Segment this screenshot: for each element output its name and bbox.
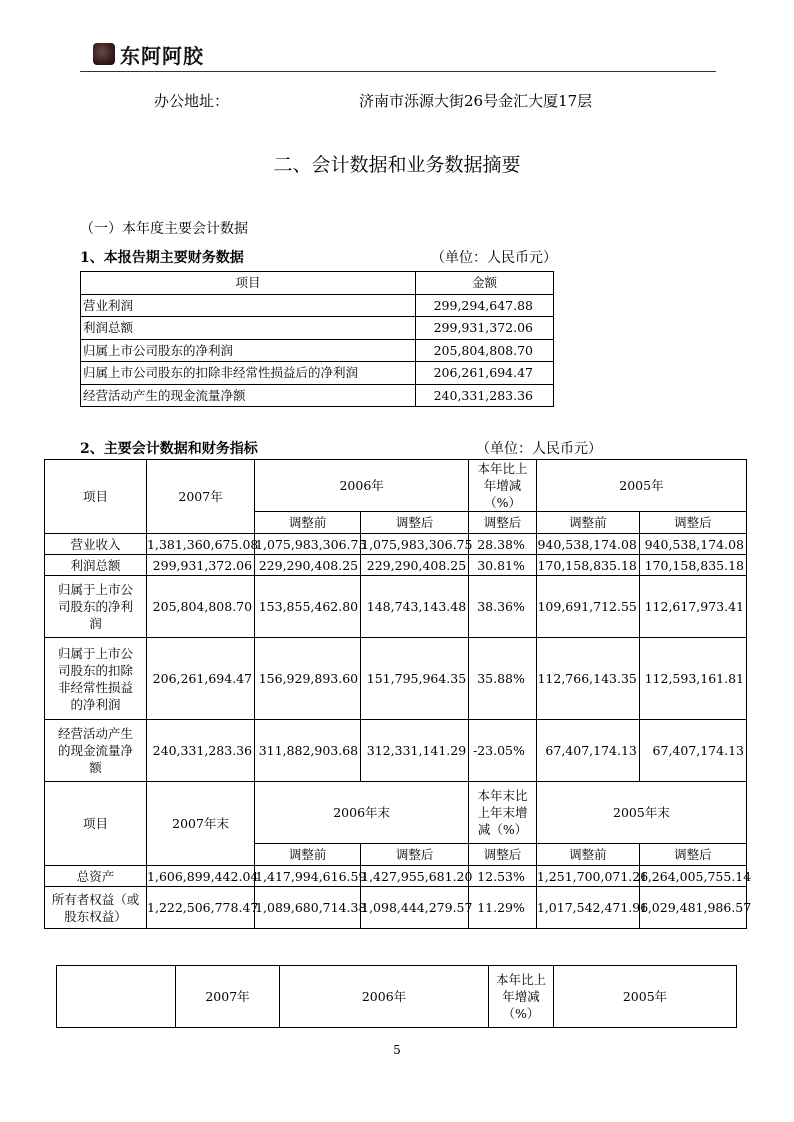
row-item: 归属上市公司股东的扣除非经常性损益后的净利润	[81, 362, 416, 385]
row-item: 利润总额	[45, 555, 147, 576]
header-change	[489, 966, 554, 1028]
header-item	[57, 966, 176, 1028]
cell-2006-before: 1,089,680,714.38	[255, 887, 361, 929]
row-item-line: 股东权益）	[64, 908, 127, 924]
company-logo-text: 东阿阿胶	[120, 44, 204, 68]
header-2007: 2007年	[147, 460, 255, 534]
table2-unit: （单位：人民币元）	[476, 441, 602, 457]
table-row	[45, 638, 747, 720]
row-amount: 206,261,694.47	[416, 362, 554, 385]
subheader-after: 调整后	[469, 844, 537, 866]
cell-change: -23.05%	[469, 720, 537, 782]
row-item	[45, 576, 147, 638]
row-item	[45, 720, 147, 782]
header-change-line: 年增减	[483, 478, 522, 493]
row-amount: 299,294,647.88	[416, 294, 554, 317]
row-item	[45, 887, 147, 929]
cell-2006-after: 229,290,408.25	[361, 555, 469, 576]
financial-summary-table	[80, 271, 554, 407]
row-item-line: 的现金流量净	[58, 743, 134, 758]
header-2006: 2006年	[280, 966, 489, 1028]
per-share-table	[56, 965, 737, 1028]
page-number: 5	[393, 1043, 401, 1057]
header-change	[469, 460, 537, 512]
cell-2005-before: 109,691,712.55	[536, 576, 639, 638]
header-change-line: 本年末比	[477, 788, 528, 803]
header-item: 项目	[45, 782, 147, 866]
header-2005: 2005年	[554, 966, 737, 1028]
cell-2006-before: 1,075,983,306.75	[255, 534, 361, 555]
cell-2006-after: 312,331,141.29	[361, 720, 469, 782]
cell-change: 12.53%	[469, 866, 537, 887]
cell-change: 11.29%	[469, 887, 537, 929]
row-item-line: 经营活动产生	[58, 726, 134, 741]
cell-2006-before: 1,417,994,616.59	[255, 866, 361, 887]
subheader-after: 调整后	[469, 512, 537, 534]
cell-2005-before: 1,017,542,471.96	[536, 887, 639, 929]
header-2006-end: 2006年末	[255, 782, 469, 844]
header-2007: 2007年	[176, 966, 280, 1028]
cell-2005-before: 1,251,700,071.26	[536, 866, 639, 887]
table2-heading: 2、主要会计数据和财务指标	[80, 441, 258, 457]
header-change	[469, 782, 537, 844]
column-header-amount: 金额	[416, 272, 554, 295]
header-change-line: （%）	[502, 1006, 540, 1021]
cell-2005-after: 1,029,481,986.57	[639, 887, 746, 929]
subheader-before: 调整前	[255, 512, 361, 534]
table-header-row	[45, 782, 747, 844]
subsection-title: （一）本年度主要会计数据	[80, 221, 248, 237]
cell-2005-after: 112,593,161.81	[639, 638, 746, 720]
cell-2006-after: 1,427,955,681.20	[361, 866, 469, 887]
cell-2007: 1,606,899,442.04	[147, 866, 255, 887]
cell-change: 35.88%	[469, 638, 537, 720]
subheader-after: 调整后	[639, 512, 746, 534]
row-item-line: 归属于上市公	[58, 582, 134, 597]
cell-2006-after: 148,743,143.48	[361, 576, 469, 638]
key-indicators-table	[44, 459, 752, 929]
row-item: 经营活动产生的现金流量净额	[81, 384, 416, 407]
table-row	[81, 339, 554, 362]
row-amount: 299,931,372.06	[416, 317, 554, 340]
section-title: 二、会计数据和业务数据摘要	[273, 154, 521, 176]
subheader-after: 调整后	[639, 844, 746, 866]
company-logo-icon	[93, 43, 115, 65]
table-header-row	[45, 460, 747, 512]
row-item: 归属上市公司股东的净利润	[81, 339, 416, 362]
subheader-before: 调整前	[536, 844, 639, 866]
cell-2006-before: 311,882,903.68	[255, 720, 361, 782]
table-header-row	[57, 966, 737, 1028]
cell-2006-before: 156,929,893.60	[255, 638, 361, 720]
column-header-item: 项目	[81, 272, 416, 295]
cell-2007: 1,222,506,778.47	[147, 887, 255, 929]
table-row	[81, 294, 554, 317]
header-2007-end: 2007年末	[147, 782, 255, 866]
header-divider	[80, 71, 716, 72]
row-item-line: 归属于上市公	[58, 645, 134, 661]
cell-2005-before: 67,407,174.13	[536, 720, 639, 782]
row-item: 营业收入	[45, 534, 147, 555]
cell-2006-before: 229,290,408.25	[255, 555, 361, 576]
table-row	[45, 576, 747, 638]
cell-2007: 1,381,360,675.08	[147, 534, 255, 555]
cell-2006-after: 1,075,983,306.75	[361, 534, 469, 555]
header-2005: 2005年	[536, 460, 746, 512]
cell-2005-before: 940,538,174.08	[536, 534, 639, 555]
cell-2005-after: 170,158,835.18	[639, 555, 746, 576]
cell-2007: 206,261,694.47	[147, 638, 255, 720]
header-change-line: 本年比上	[477, 461, 528, 476]
address-value: 济南市泺源大街26号金汇大厦17层	[359, 92, 593, 110]
address-label: 办公地址：	[154, 92, 230, 110]
table1-unit: （单位：人民币元）	[431, 250, 557, 266]
cell-2005-after: 67,407,174.13	[639, 720, 746, 782]
row-item: 利润总额	[81, 317, 416, 340]
header-change-line: 上年末增	[477, 805, 528, 820]
cell-2005-before: 112,766,143.35	[536, 638, 639, 720]
table-row	[81, 317, 554, 340]
header-change-line: 减（%）	[477, 822, 528, 837]
table-row	[45, 534, 747, 555]
row-item: 总资产	[45, 866, 147, 887]
cell-2006-before: 153,855,462.80	[255, 576, 361, 638]
cell-change: 38.36%	[469, 576, 537, 638]
row-item-line: 司股东的扣除	[58, 662, 134, 678]
table-row	[81, 384, 554, 407]
cell-2005-before: 170,158,835.18	[536, 555, 639, 576]
row-amount: 205,804,808.70	[416, 339, 554, 362]
header-change-line: 本年比上	[495, 972, 546, 987]
table1-heading: 1、本报告期主要财务数据	[80, 250, 244, 266]
table-row	[81, 362, 554, 385]
row-item-line: 润	[89, 616, 102, 631]
cell-2005-after: 112,617,973.41	[639, 576, 746, 638]
table-row	[45, 720, 747, 782]
row-item-line: 的净利润	[70, 696, 121, 712]
header-change-line: 年增减	[502, 989, 540, 1004]
cell-2005-after: 1,264,005,755.14	[639, 866, 746, 887]
header-2005-end: 2005年末	[536, 782, 746, 844]
cell-2005-after: 940,538,174.08	[639, 534, 746, 555]
subheader-after: 调整后	[361, 512, 469, 534]
row-amount: 240,331,283.36	[416, 384, 554, 407]
subheader-after: 调整后	[361, 844, 469, 866]
cell-change: 30.81%	[469, 555, 537, 576]
table-row	[45, 887, 747, 929]
subheader-before: 调整前	[536, 512, 639, 534]
row-item: 营业利润	[81, 294, 416, 317]
cell-2006-after: 1,098,444,279.57	[361, 887, 469, 929]
cell-2007: 299,931,372.06	[147, 555, 255, 576]
table-row	[45, 866, 747, 887]
table-header-row	[81, 272, 554, 295]
row-item-line: 非经常性损益	[58, 679, 134, 695]
cell-2007: 205,804,808.70	[147, 576, 255, 638]
table-row	[45, 555, 747, 576]
header-change-line: （%）	[484, 495, 521, 510]
cell-2007: 240,331,283.36	[147, 720, 255, 782]
row-item-line: 所有者权益（或	[51, 891, 140, 907]
header-item: 项目	[45, 460, 147, 534]
cell-2006-after: 151,795,964.35	[361, 638, 469, 720]
row-item	[45, 638, 147, 720]
subheader-before: 调整前	[255, 844, 361, 866]
header-2006: 2006年	[255, 460, 469, 512]
row-item-line: 司股东的净利	[58, 599, 134, 614]
row-item-line: 额	[89, 760, 102, 775]
cell-change: 28.38%	[469, 534, 537, 555]
